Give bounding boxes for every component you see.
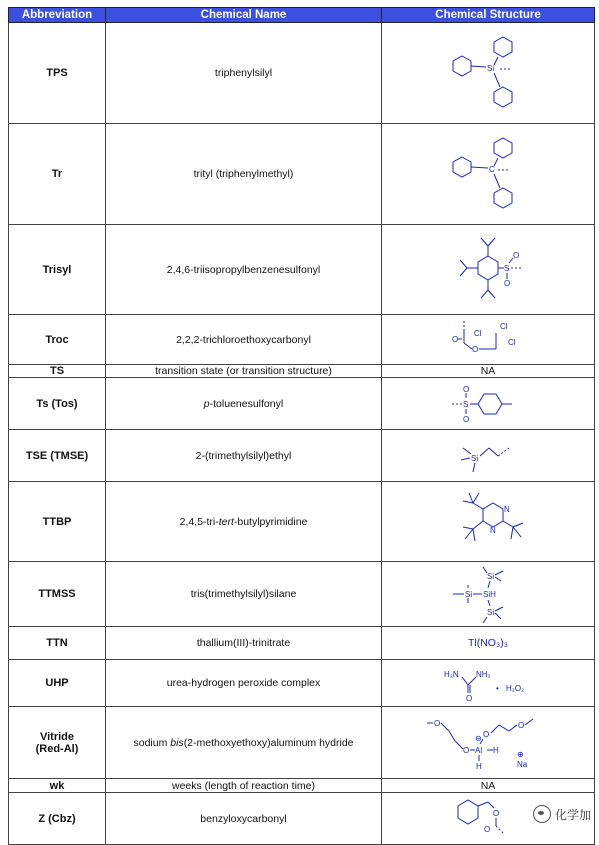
svg-text:H: H [476,761,482,771]
table-row [9,124,595,225]
header-row [9,8,595,23]
header-abbreviation: Abbreviation [9,8,106,23]
svg-text:⊕: ⊕ [517,749,524,759]
abbreviation-line2: (Red-Al) [35,742,79,755]
tosyl-structure [448,382,528,426]
cbz-structure [448,796,528,842]
svg-text:O: O [518,720,525,730]
svg-text:NH₂: NH₂ [476,670,491,679]
svg-text:O: O [452,334,459,344]
svg-text:⊖: ⊖ [475,733,482,743]
abbreviation-cell: Ts (Tos) [9,378,106,430]
table-row [9,430,595,482]
structure-cell: Tl(NO₃)₃ [382,627,595,660]
abbreviation-line1: Vitride [39,730,75,743]
vitride-structure [423,711,553,775]
svg-text:Na: Na [517,759,528,769]
svg-text:O: O [472,344,479,354]
chemical-name-cell: trityl (triphenylmethyl) [106,124,382,225]
header-chemical-name: Chemical Name [106,8,382,23]
abbreviation-cell: Troc [9,315,106,365]
svg-text:Si: Si [487,64,495,73]
abbreviation-table [8,7,595,845]
svg-text:Si: Si [471,453,479,463]
abbreviation-cell [9,707,106,779]
table-row [9,365,595,378]
structure-cell [382,482,595,562]
abbreviation-cell: TS [9,365,106,378]
svg-text:Si: Si [487,572,495,581]
chemical-name-cell: urea-hydrogen peroxide complex [106,660,382,707]
svg-text:H₂O₂: H₂O₂ [506,684,525,693]
svg-text:O: O [463,745,470,755]
svg-text:H₂N: H₂N [444,670,459,679]
structure-cell: NA [382,365,595,378]
structure-cell [382,225,595,315]
abbreviation-cell: Tr [9,124,106,225]
name-italic: tert [218,515,234,528]
structure-cell [382,707,595,779]
svg-text:O: O [463,414,470,424]
chemical-name-cell [106,707,382,779]
table-row [9,707,595,779]
structure-cell [382,23,595,124]
svg-text:Si: Si [487,608,495,617]
svg-text:Cl: Cl [474,328,482,338]
svg-text:Cl: Cl [500,321,508,331]
svg-text:O: O [466,694,473,703]
svg-text:SiH: SiH [483,590,496,599]
chemical-name-cell: transition state (or transition structure) [106,365,382,378]
troc-structure [448,319,528,361]
abbreviation-cell: TTN [9,627,106,660]
chemical-name-cell: 2-(trimethylsilyl)ethyl [106,430,382,482]
table-row [9,378,595,430]
abbreviation-cell: TPS [9,23,106,124]
uhp-structure [438,663,538,703]
abbreviation-cell: TTBP [9,482,106,562]
table-row [9,779,595,793]
svg-text:S: S [463,399,469,409]
chemical-name-cell [106,378,382,430]
svg-text:•: • [496,684,499,693]
triphenylsilyl-structure [448,33,528,113]
chemical-name-cell: thallium(III)-trinitrate [106,627,382,660]
svg-text:Cl: Cl [508,337,516,347]
table-row [9,225,595,315]
name-italic: p [203,397,210,410]
name-rest: -butylpyrimidine [233,515,308,528]
abbreviation-cell: Trisyl [9,225,106,315]
tse-structure [453,434,523,478]
chemical-name-cell: 2,2,2-trichloroethoxycarbonyl [106,315,382,365]
svg-text:Si: Si [465,590,473,599]
header-chemical-structure: Chemical Structure [382,8,595,23]
svg-text:O: O [493,808,500,818]
ttmss-structure [443,565,533,623]
name-pre: sodium [133,736,171,749]
structure-cell [382,378,595,430]
name-italic: bis [170,736,184,749]
chemical-name-cell [106,482,382,562]
structure-cell [382,430,595,482]
structure-cell [382,660,595,707]
svg-text:C: C [489,165,495,174]
table-row [9,660,595,707]
structure-cell [382,124,595,225]
chemical-name-cell: 2,4,6-triisopropylbenzenesulfonyl [106,225,382,315]
table-row [9,482,595,562]
name-rest: -toluenesulfonyl [209,397,284,410]
structure-cell [382,562,595,627]
abbreviation-cell: TSE (TMSE) [9,430,106,482]
svg-text:N: N [504,504,510,514]
svg-text:S: S [504,263,510,273]
wechat-icon [533,805,551,823]
table-row [9,315,595,365]
table-row [9,627,595,660]
svg-text:H: H [493,745,499,755]
table-row [9,562,595,627]
structure-cell: NA [382,779,595,793]
watermark [533,805,591,823]
svg-text:Al: Al [475,745,483,755]
svg-text:O: O [484,824,491,834]
svg-text:O: O [434,718,441,728]
abbreviation-cell: wk [9,779,106,793]
chemical-name-cell: benzyloxycarbonyl [106,793,382,845]
name-pre: 2,4,5-tri- [179,515,219,528]
trityl-structure [448,134,528,214]
svg-text:O: O [463,384,470,394]
svg-text:O: O [513,250,520,260]
name-rest: (2-methoxyethoxy)aluminum hydride [183,736,354,749]
trisyl-structure [443,232,533,308]
table-row [9,793,595,845]
svg-text:O: O [483,729,490,739]
abbreviation-cell: UHP [9,660,106,707]
table-row [9,23,595,124]
abbreviation-cell: TTMSS [9,562,106,627]
chemical-name-cell: weeks (length of reaction time) [106,779,382,793]
abbreviation-cell: Z (Cbz) [9,793,106,845]
structure-cell [382,315,595,365]
ttbp-structure [443,487,533,557]
chemical-name-cell: triphenylsilyl [106,23,382,124]
svg-text:O: O [504,278,511,288]
watermark-text: 化学加 [554,807,591,822]
chemical-name-cell: tris(trimethylsilyl)silane [106,562,382,627]
svg-text:N: N [490,525,496,535]
